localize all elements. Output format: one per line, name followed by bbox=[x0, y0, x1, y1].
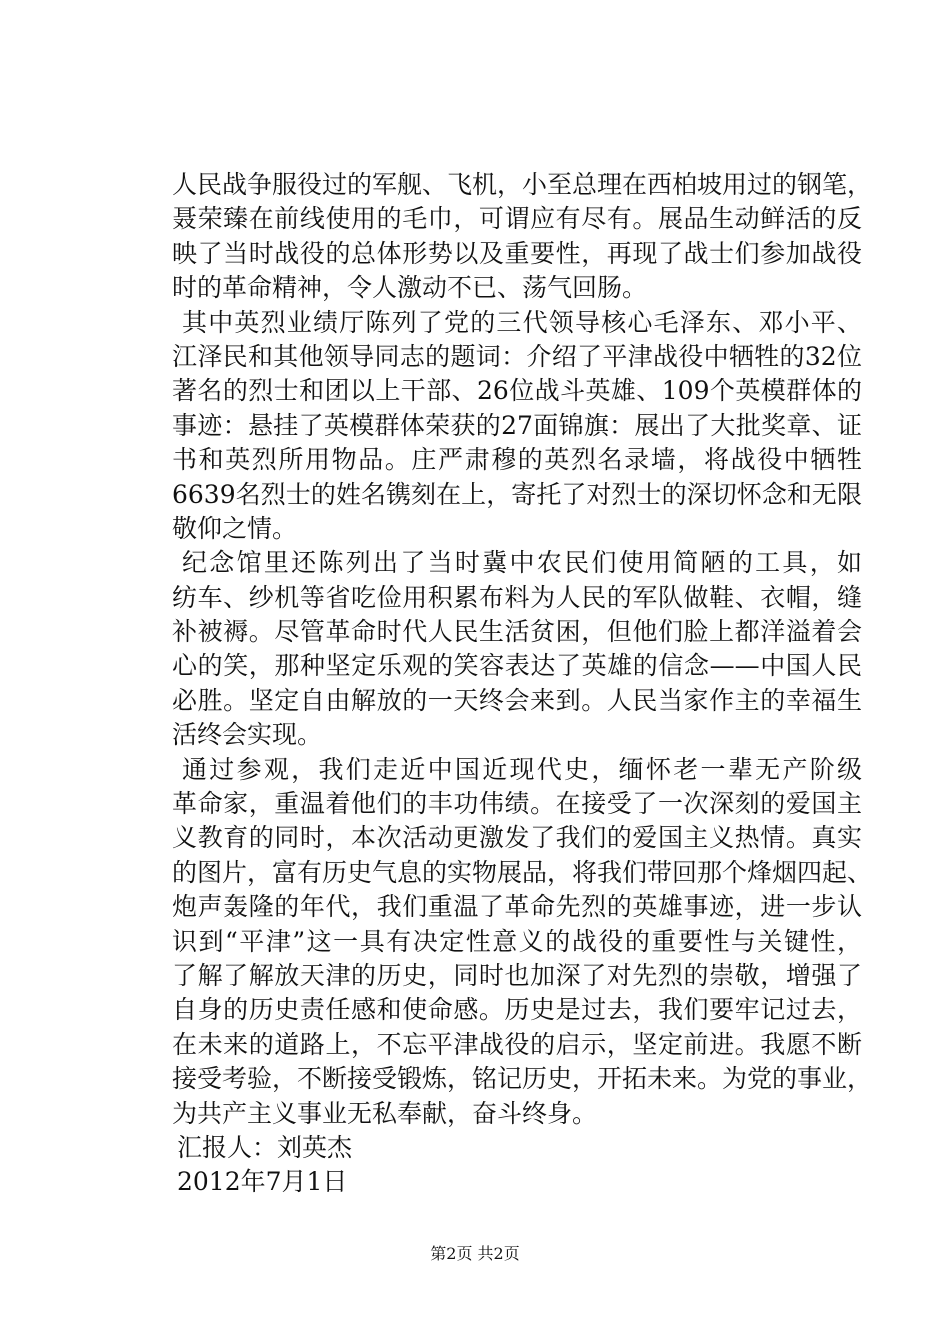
text-line: 人民战争服役过的军舰、飞机，小至总理在西柏坡用过的钢笔， bbox=[172, 170, 873, 199]
text-line: 活终会实现。 bbox=[172, 720, 323, 750]
text-line: 心的笑，那种坚定乐观的笑容表达了英雄的信念——中国人民 bbox=[172, 651, 862, 681]
text-line: 书和英烈所用物品。庄严肃穆的英烈名录墙，将战役中牺牲 bbox=[172, 445, 862, 475]
text-line: 了解了解放天津的历史，同时也加深了对先烈的崇敬，增强了 bbox=[172, 960, 862, 990]
text-line: 纺车、纱机等省吃俭用积累布料为人民的军队做鞋、衣帽，缝 bbox=[172, 582, 862, 612]
text-line: 必胜。坚定自由解放的一天终会来到。人民当家作主的幸福生 bbox=[172, 685, 862, 715]
text-line: 6639名烈士的姓名镌刻在上，寄托了对烈士的深切怀念和无限 bbox=[172, 479, 862, 509]
text-line: 自身的历史责任感和使命感。历史是过去，我们要牢记过去， bbox=[172, 995, 862, 1025]
text-line: 其中英烈业绩厅陈列了党的三代领导核心毛泽东、邓小平、 bbox=[182, 307, 862, 337]
text-line: 映了当时战役的总体形势以及重要性，再现了战士们参加战役 bbox=[172, 238, 862, 268]
text-line: 通过参观，我们走近中国近现代史，缅怀老一辈无产阶级 bbox=[182, 754, 862, 784]
text-line: 义教育的同时，本次活动更激发了我们的爱国主义热情。真实 bbox=[172, 823, 862, 853]
paragraph-4 bbox=[172, 753, 873, 1131]
signature-block bbox=[172, 1131, 862, 1200]
text-line: 革命家，重温着他们的丰功伟绩。在接受了一次深刻的爱国主 bbox=[172, 789, 862, 819]
text-line: 江泽民和其他领导同志的题词：介绍了平津战役中牺牲的32位 bbox=[172, 341, 862, 371]
text-line: 著名的烈士和团以上干部、26位战斗英雄、109个英模群体的 bbox=[172, 376, 862, 406]
text-line: 事迹：悬挂了英模群体荣获的27面锦旗：展出了大批奖章、证 bbox=[172, 410, 862, 440]
document-body bbox=[172, 168, 873, 1200]
text-line: 纪念馆里还陈列出了当时冀中农民们使用简陋的工具，如 bbox=[182, 548, 862, 578]
text-line: 补被褥。尽管革命时代人民生活贫困，但他们脸上都洋溢着会 bbox=[172, 617, 862, 647]
text-line: 为共产主义事业无私奉献，奋斗终身。 bbox=[172, 1098, 598, 1128]
paragraph-3 bbox=[172, 546, 862, 752]
page-footer: 第2页 共2页 bbox=[430, 1244, 520, 1263]
text-line: 敬仰之情。 bbox=[172, 513, 298, 543]
text-line: 时的革命精神，令人激动不已、荡气回肠。 bbox=[172, 273, 648, 303]
reporter-name: 汇报人：刘英杰 bbox=[177, 1132, 353, 1162]
report-date: 2012年7月1日 bbox=[177, 1167, 348, 1197]
text-line: 在未来的道路上，不忘平津战役的启示，坚定前进。我愿不断 bbox=[172, 1029, 862, 1059]
text-line: 炮声轰隆的年代，我们重温了革命先烈的英雄事迹，进一步认 bbox=[172, 892, 862, 922]
text-line: 识到“平津”这一具有决定性意义的战役的重要性与关键性， bbox=[172, 926, 862, 956]
text-line: 接受考验，不断接受锻炼，铭记历史，开拓未来。为党的事业， bbox=[172, 1064, 873, 1094]
paragraph-1 bbox=[172, 168, 873, 306]
paragraph-2 bbox=[172, 306, 862, 547]
text-line: 的图片，富有历史气息的实物展品，将我们带回那个烽烟四起、 bbox=[172, 857, 873, 887]
text-line: 聂荣臻在前线使用的毛巾，可谓应有尽有。展品生动鲜活的反 bbox=[172, 204, 862, 234]
